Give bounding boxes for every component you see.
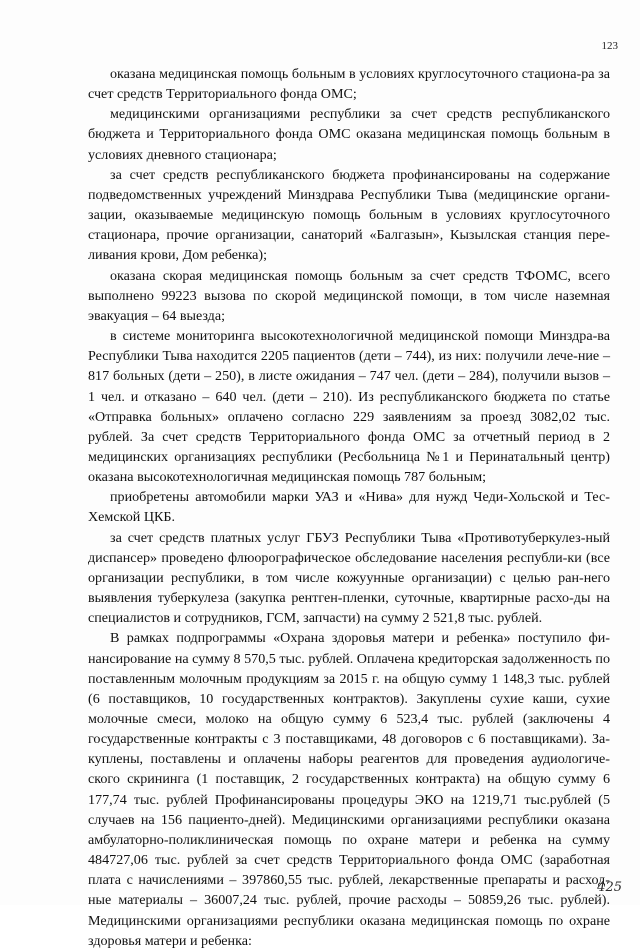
paragraph: за счет средств республиканского бюджета профинансированы на содержание подведомственных учреждений Минздрава Республики Тыва (медицинские органи-зации, оказываемые медицинскую помощь больным в условиях круглосуточного стационара, прочие организации, санаторий «Балгазын», Кызылская станция пере-ливания крови, Дом ребенка); <box>88 166 610 264</box>
paragraph: оказана медицинская помощь больным в условиях круглосуточного стациона-ра за счет средств Территориального фонда ОМС; <box>88 66 610 103</box>
page-number: 123 <box>601 40 618 52</box>
paragraph: приобретены автомобили марки УАЗ и «Нива» для нужд Чеди-Хольской и Тес-Хемской ЦКБ. <box>88 489 610 526</box>
paragraph: медицинскими организациями республики за счет средств республиканского бюджета и Территориального фонда ОМС оказана медицинская помощь больным в условиях дневного стационара; <box>88 106 610 163</box>
paragraph: оказана скорая медицинская помощь больным за счет средств ТФОМС, всего выполнено 99223 вызова по скорой медицинской помощи, в том числе наземная эвакуация – 64 выезда; <box>88 267 610 324</box>
document-body <box>88 64 610 951</box>
paragraph: в системе мониторинга высокотехнологичной медицинской помощи Минздра-ва Республики Тыва находится 2205 пациентов (дети – 744), из них: получили лече-ние – 817 больных (дети – 250), в листе ожидания – 747 чел. (дети – 284), получили вызов – 1 чел. и отказано – 640 чел. (дети – 210). Из республиканского бюджета по статье «Отправка больных» оплачено согласно 229 заявлениям за проезд 3082,02 тыс. рублей. За счет средств Территориального фонда ОМС за отчетный период в 2 медицинских организациях республики (Ресбольница №1 и Перинатальный центр) оказана высокотехнологичная медицинская помощь 787 больным; <box>88 328 610 486</box>
paragraph: В рамках подпрограммы «Охрана здоровья матери и ребенка» поступило фи-нансирование на сумму 8 570,5 тыс. рублей. Оплачена кредиторская задолженность по поставленным молочным продукциям за 2015 г. на общую сумму 1 148,3 тыс. рублей (6 поставщиков, 10 государственных контрактов). Закуплены сухие каши, сухие молочные смеси, молоко на общую сумму 6 523,4 тыс. рублей (заключены 4 государственные контракты с 3 поставщиками, 48 договоров с 6 поставщиками). За-куплены, поставлены и оплачены наборы реагентов для проведения аудиологиче-ского скрининга (1 поставщик, 2 государственных контракта) на общую сумму 6 177,74 тыс. рублей Профинансированы процедуры ЭКО на 1219,71 тыс.рублей (5 случаев на 156 пациенто-дней). Медицинскими организациями республики оказана амбулаторно-поликлиническая помощь по охране матери и ребенка на сумму 484727,06 тыс. рублей за счет средств Территориального фонда ОМС (заработная плата с начислениями – 397860,55 тыс. рублей, лекарственные препараты и расход-ные материалы – 36007,24 тыс. рублей, прочие расходы – 50859,26 тыс. рублей). Медицинскими организациями республики оказана медицинская помощь по охране здоровья матери и ребенка: <box>88 630 610 949</box>
handwritten-page-mark: 425 <box>597 880 622 895</box>
paragraph: за счет средств платных услуг ГБУЗ Республики Тыва «Противотуберкулез-ный диспансер» проведено флюорографическое обследование населения республи-ки (все организации республики, в том числе кожуунные организации) с целью ран-него выявления туберкулеза (закупка рентген-пленки, суточные, квартирные расхо-ды на специалистов и сотрудников, ГСМ, запчасти) на сумму 2 521,8 тыс. рублей. <box>88 529 610 627</box>
